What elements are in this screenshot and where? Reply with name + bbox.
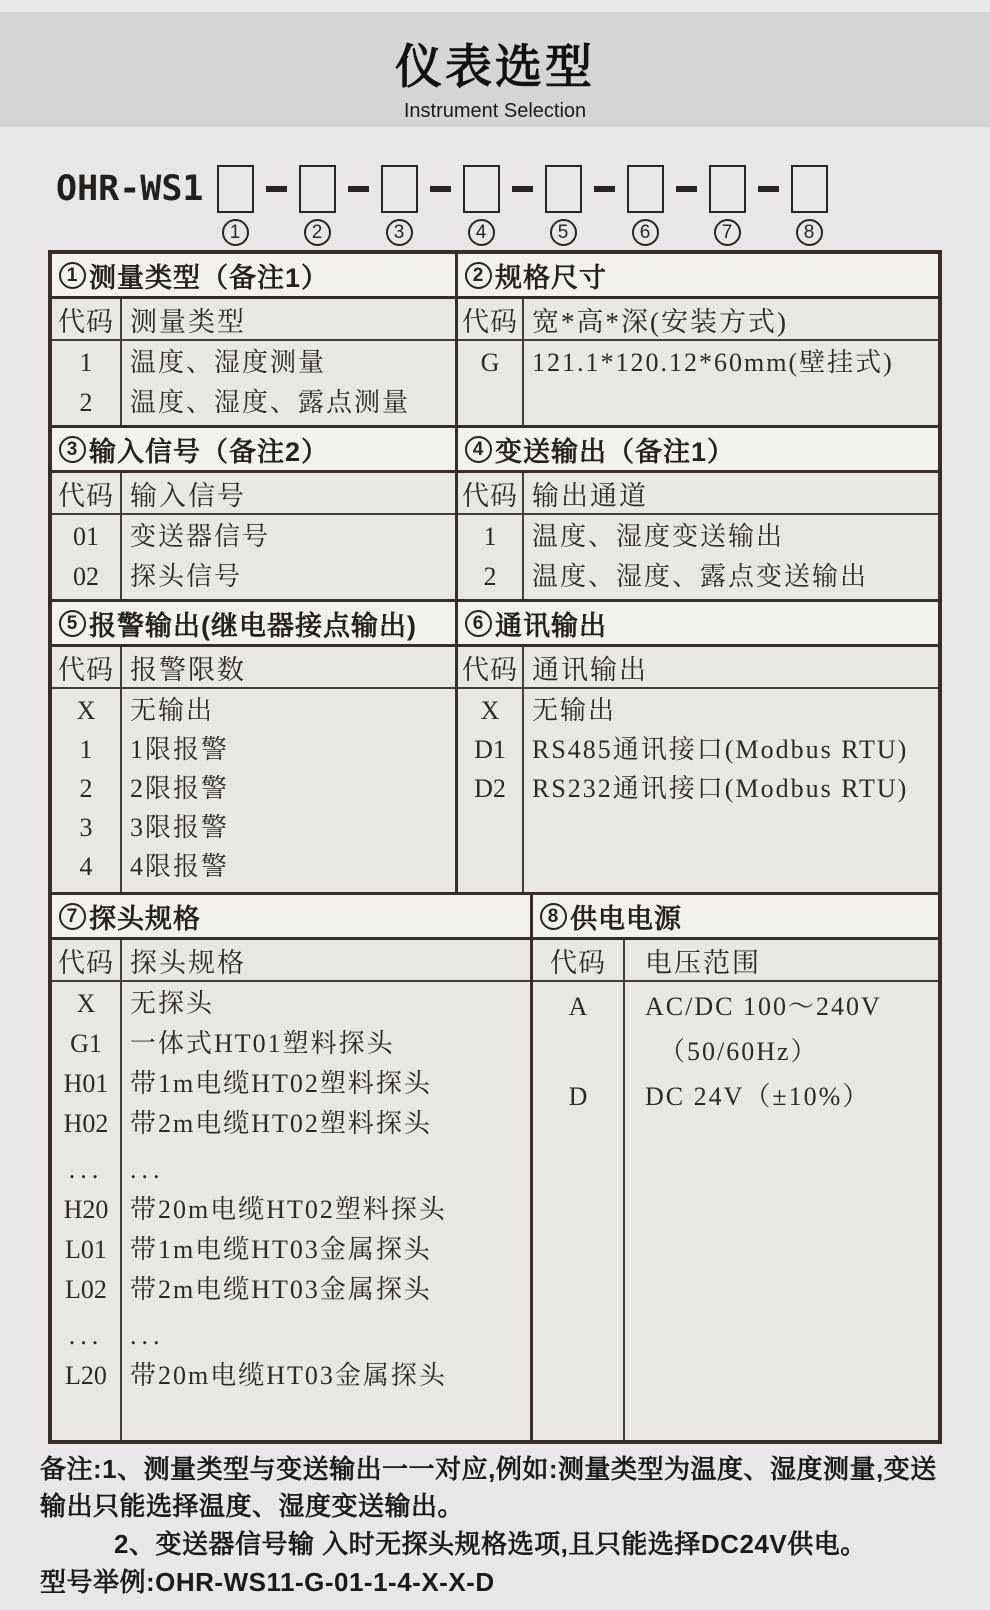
section-number-icon: 1 (59, 262, 86, 289)
desc-cell: 无输出 (130, 696, 215, 725)
model-segment (709, 165, 791, 246)
position-number: 4 (468, 219, 495, 246)
section-title: 输入信号（备注2） (89, 436, 330, 467)
column-header-desc: 电压范围 (645, 947, 761, 978)
selection-table (48, 250, 942, 1444)
section-title: 变送输出（备注1） (495, 436, 736, 467)
code-cell: D (568, 1082, 588, 1111)
code-column (458, 341, 524, 425)
code-column (458, 689, 524, 892)
section-transmit-output (455, 428, 938, 599)
section-input-signal (52, 428, 455, 599)
desc-cell: 2限报警 (130, 774, 230, 803)
position-number: 7 (714, 219, 741, 246)
model-segment (381, 165, 463, 246)
desc-column (122, 515, 455, 599)
model-prefix: OHR-WS1 (56, 169, 204, 209)
model-box (299, 165, 336, 213)
column-header-desc: 报警限数 (130, 654, 246, 685)
column-header-code: 代码 (458, 299, 524, 339)
column-header-desc: 测量类型 (130, 306, 246, 337)
desc-cell: 带1m电缆HT02塑料探头 (130, 1069, 432, 1098)
code-cell: 2 (79, 774, 93, 803)
desc-cell: RS232通讯接口(Modbus RTU) (532, 774, 909, 803)
code-cell: X (76, 989, 96, 1018)
code-cell: G1 (70, 1029, 102, 1058)
code-cell: L20 (65, 1361, 107, 1390)
desc-cell: 温度、湿度变送输出 (532, 522, 785, 551)
desc-cell: 带20m电缆HT02塑料探头 (130, 1195, 447, 1224)
desc-cell: ... (130, 1155, 165, 1184)
desc-cell: （50/60Hz） (659, 1037, 819, 1066)
section-number-icon: 3 (59, 436, 86, 463)
dash-separator (582, 186, 627, 192)
model-box (791, 165, 828, 213)
column-header-code: 代码 (458, 647, 524, 687)
code-cell: X (480, 696, 500, 725)
code-cell: 1 (79, 735, 93, 764)
desc-cell: AC/DC 100～240V (645, 992, 882, 1021)
column-header-code: 代码 (533, 940, 625, 980)
title-band (0, 12, 990, 127)
section-title: 探头规格 (89, 903, 201, 934)
desc-cell: 无输出 (532, 696, 617, 725)
column-header-desc: 输出通道 (532, 480, 648, 511)
section-dimensions (455, 254, 938, 425)
code-column (52, 689, 122, 892)
code-column (533, 982, 625, 1440)
position-number: 2 (304, 219, 331, 246)
code-cell: D1 (474, 735, 506, 764)
desc-column (122, 982, 530, 1440)
code-cell: H01 (63, 1069, 109, 1098)
model-segment (299, 165, 381, 246)
code-cell: 01 (73, 522, 99, 551)
desc-column (524, 341, 938, 425)
code-column (52, 982, 122, 1440)
desc-cell: 3限报警 (130, 813, 230, 842)
position-number: 1 (222, 219, 249, 246)
model-segment (217, 165, 299, 246)
column-header-desc: 探头规格 (130, 947, 246, 978)
code-cell: 1 (483, 522, 497, 551)
code-column (458, 515, 524, 599)
section-title: 通讯输出 (495, 610, 607, 641)
column-header-code: 代码 (52, 647, 122, 687)
code-cell: 2 (79, 388, 93, 417)
code-cell: ... (68, 1155, 104, 1184)
column-header-code: 代码 (52, 940, 122, 980)
desc-cell: 一体式HT01塑料探头 (130, 1029, 395, 1058)
code-cell: 2 (483, 562, 497, 591)
note-1: 备注:1、测量类型与变送输出一一对应,例如:测量类型为温度、湿度测量,变送输出只能选择温度、湿度变送输出。 (40, 1454, 937, 1521)
code-column (52, 341, 122, 425)
model-box (217, 165, 254, 213)
section-number-icon: 6 (465, 610, 492, 637)
model-code-row (56, 165, 990, 246)
code-cell: X (76, 696, 96, 725)
dash-separator (500, 186, 545, 192)
desc-cell: 1限报警 (130, 735, 230, 764)
model-segments (217, 165, 828, 246)
desc-cell: 温度、湿度、露点变送输出 (532, 562, 869, 591)
page-title: 仪表选型 (395, 40, 595, 93)
desc-column (122, 341, 455, 425)
code-cell: A (568, 992, 588, 1021)
desc-cell: 无探头 (130, 989, 215, 1018)
dash-separator (336, 186, 381, 192)
section-number-icon: 5 (59, 610, 86, 637)
dash-separator (418, 186, 463, 192)
model-box (545, 165, 582, 213)
code-cell: H02 (63, 1109, 109, 1138)
band-3 (52, 599, 938, 892)
footnotes (40, 1451, 954, 1601)
code-cell: 1 (79, 348, 93, 377)
top-strip (0, 0, 990, 12)
code-cell: L02 (65, 1275, 107, 1304)
position-number: 6 (632, 219, 659, 246)
position-number: 3 (386, 219, 413, 246)
section-measure-type (52, 254, 455, 425)
position-number: 8 (796, 219, 823, 246)
model-box (381, 165, 418, 213)
desc-cell: DC 24V（±10%） (645, 1082, 871, 1111)
code-cell: G (480, 348, 500, 377)
section-title: 供电电源 (570, 903, 682, 934)
position-number: 5 (550, 219, 577, 246)
section-number-icon: 8 (540, 903, 567, 930)
section-number-icon: 4 (465, 436, 492, 463)
desc-cell: RS485通讯接口(Modbus RTU) (532, 735, 909, 764)
code-cell: 3 (79, 813, 93, 842)
band-2 (52, 425, 938, 599)
code-cell: D2 (474, 774, 506, 803)
section-number-icon: 2 (465, 262, 492, 289)
model-segment (463, 165, 545, 246)
model-segment (627, 165, 709, 246)
page-subtitle: Instrument Selection (403, 100, 587, 122)
section-alarm-output (52, 602, 455, 892)
section-comm-output (455, 602, 938, 892)
desc-cell: 温度、湿度、露点测量 (130, 388, 411, 417)
band-1 (52, 254, 938, 425)
desc-cell: 变送器信号 (130, 522, 271, 551)
code-column (52, 515, 122, 599)
desc-cell: 带2m电缆HT02塑料探头 (130, 1109, 432, 1138)
band-4 (52, 892, 938, 1440)
code-cell: 4 (79, 852, 93, 881)
section-power-supply (530, 895, 938, 1440)
code-cell: 02 (73, 562, 99, 591)
desc-cell: 带2m电缆HT03金属探头 (130, 1275, 432, 1304)
section-probe-spec (52, 895, 530, 1440)
code-cell: ... (68, 1321, 104, 1350)
desc-cell: 4限报警 (130, 852, 230, 881)
desc-cell: 带20m电缆HT03金属探头 (130, 1361, 447, 1390)
model-example: 型号举例:OHR-WS11-G-01-1-4-X-X-D (40, 1567, 495, 1597)
column-header-desc: 输入信号 (130, 480, 246, 511)
column-header-code: 代码 (52, 473, 122, 513)
section-title: 规格尺寸 (495, 262, 607, 293)
model-segment (791, 165, 828, 246)
desc-column (524, 689, 938, 892)
column-header-code: 代码 (458, 473, 524, 513)
model-segment (545, 165, 627, 246)
desc-cell: 温度、湿度测量 (130, 348, 327, 377)
desc-column (625, 982, 938, 1440)
desc-column (122, 689, 455, 892)
section-number-icon: 7 (59, 903, 86, 930)
column-header-code: 代码 (52, 299, 122, 339)
section-title: 测量类型（备注1） (89, 262, 330, 293)
code-cell: H20 (63, 1195, 109, 1224)
model-box (463, 165, 500, 213)
desc-column (524, 515, 938, 599)
desc-cell: 121.1*120.12*60mm(壁挂式) (532, 348, 894, 377)
model-box (709, 165, 746, 213)
model-box (627, 165, 664, 213)
dash-separator (664, 186, 709, 192)
note-2: 2、变送器信号输 入时无探头规格选项,且只能选择DC24V供电。 (114, 1529, 867, 1559)
dash-separator (746, 186, 791, 192)
column-header-desc: 通讯输出 (532, 654, 648, 685)
dash-separator (254, 186, 299, 192)
desc-cell: 探头信号 (130, 562, 243, 591)
section-title: 报警输出(继电器接点输出) (89, 610, 417, 641)
desc-cell: ... (130, 1321, 165, 1350)
code-cell: L01 (65, 1235, 107, 1264)
desc-cell: 带1m电缆HT03金属探头 (130, 1235, 432, 1264)
column-header-desc: 宽*高*深(安装方式) (532, 306, 788, 337)
